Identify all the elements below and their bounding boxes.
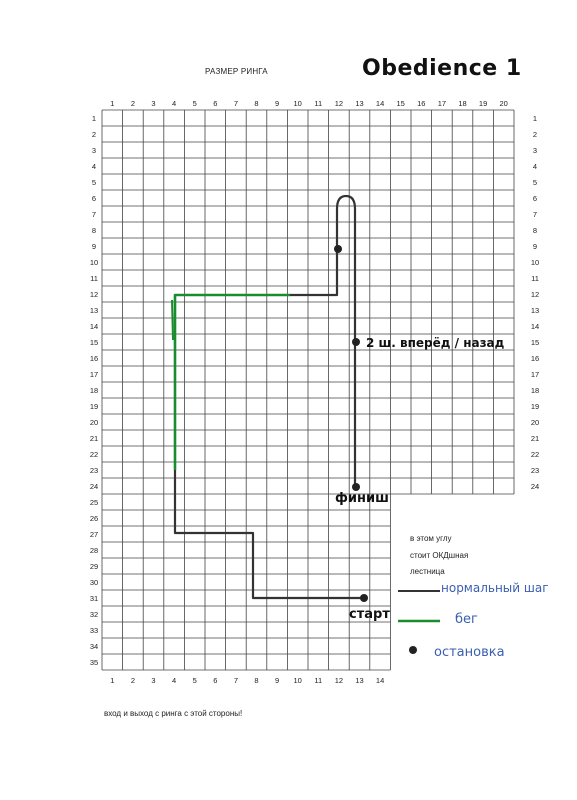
- row-label: 4: [532, 162, 538, 171]
- row-label: 11: [90, 274, 98, 283]
- row-label: 34: [89, 642, 99, 651]
- column-label: 14: [375, 676, 385, 685]
- row-label: 18: [89, 386, 99, 395]
- corner-note-line1: в этом углу: [410, 534, 452, 543]
- row-label: 13: [89, 306, 99, 315]
- row-label: 8: [91, 226, 97, 235]
- row-label: 3: [91, 146, 97, 155]
- row-label: 21: [530, 434, 540, 443]
- column-label: 6: [213, 99, 218, 108]
- column-label: 10: [293, 99, 302, 108]
- route-normal-walk-top: [290, 196, 355, 487]
- row-label: 12: [530, 290, 540, 299]
- column-label: 11: [314, 676, 323, 685]
- row-label: 27: [89, 530, 99, 539]
- row-label: 6: [532, 194, 538, 203]
- route-run-shade: [172, 300, 173, 340]
- column-label: 17: [437, 99, 447, 108]
- finish-label: финиш: [335, 491, 389, 506]
- row-label: 23: [89, 466, 99, 475]
- row-label: 13: [530, 306, 540, 315]
- legend-stop-label: остановка: [434, 645, 505, 660]
- column-label: 6: [213, 676, 218, 685]
- column-label: 13: [355, 676, 364, 685]
- row-label: 10: [89, 258, 99, 267]
- route-normal-walk: [175, 470, 364, 598]
- corner-note-line2: стоит ОКДшная: [410, 551, 469, 560]
- row-label: 16: [89, 354, 99, 363]
- row-label: 24: [89, 482, 99, 491]
- column-label: 20: [499, 99, 508, 108]
- row-label: 33: [89, 626, 99, 635]
- row-labels-left: [90, 114, 98, 667]
- row-label: 20: [89, 418, 99, 427]
- column-label: 12: [334, 99, 344, 108]
- column-label: 5: [192, 676, 197, 685]
- row-label: 25: [89, 498, 99, 507]
- row-label: 26: [89, 514, 99, 523]
- row-label: 18: [530, 386, 540, 395]
- row-label: 9: [91, 242, 97, 251]
- route-run: [175, 295, 290, 470]
- page-title: Obedience 1: [362, 56, 522, 81]
- column-label: 1: [110, 99, 115, 108]
- column-label: 11: [314, 99, 323, 108]
- column-labels-top: [110, 99, 508, 108]
- row-label: 7: [532, 210, 538, 219]
- row-label: 17: [530, 370, 540, 379]
- entry-exit-note: вход и выход с ринга с этой стороны!: [104, 709, 243, 718]
- row-label: 19: [530, 402, 540, 411]
- column-label: 8: [254, 676, 259, 685]
- stop-point: [334, 245, 342, 253]
- column-label: 3: [151, 676, 156, 685]
- legend-normal-label: нормальный шаг: [441, 581, 549, 595]
- column-labels-bottom: [110, 676, 384, 685]
- column-label: 5: [192, 99, 197, 108]
- row-label: 4: [91, 162, 97, 171]
- row-label: 35: [89, 658, 99, 667]
- column-label: 7: [233, 676, 238, 685]
- legend-run-label: бег: [455, 612, 478, 627]
- row-label: 6: [91, 194, 97, 203]
- column-label: 8: [254, 99, 259, 108]
- row-label: 3: [532, 146, 538, 155]
- row-label: 10: [530, 258, 540, 267]
- row-label: 7: [91, 210, 97, 219]
- row-label: 32: [89, 610, 99, 619]
- row-label: 11: [531, 274, 539, 283]
- row-label: 5: [91, 178, 97, 187]
- stop-point-finish: [352, 483, 360, 491]
- column-label: 18: [458, 99, 467, 108]
- stop-point: [352, 338, 360, 346]
- row-labels-right: [531, 114, 539, 491]
- row-label: 5: [532, 178, 538, 187]
- row-label: 2: [532, 130, 538, 139]
- row-label: 1: [532, 114, 538, 123]
- row-label: 16: [530, 354, 540, 363]
- column-label: 1: [110, 676, 115, 685]
- forward-back-annotation: 2 ш. вперёд / назад: [366, 336, 505, 350]
- row-label: 15: [89, 338, 99, 347]
- ring-size-label: РАЗМЕР РИНГА: [205, 67, 268, 76]
- column-label: 2: [130, 676, 135, 685]
- column-label: 14: [375, 99, 385, 108]
- column-label: 9: [275, 99, 280, 108]
- row-label: 14: [89, 322, 99, 331]
- row-label: 22: [530, 450, 540, 459]
- row-label: 15: [530, 338, 540, 347]
- row-label: 20: [530, 418, 540, 427]
- column-label: 4: [172, 99, 177, 108]
- column-label: 16: [417, 99, 426, 108]
- column-label: 13: [355, 99, 364, 108]
- row-label: 19: [89, 402, 99, 411]
- column-label: 9: [275, 676, 280, 685]
- column-label: 4: [172, 676, 177, 685]
- column-label: 2: [130, 99, 135, 108]
- start-label: старт: [349, 607, 390, 622]
- row-label: 23: [530, 466, 540, 475]
- column-label: 12: [334, 676, 344, 685]
- row-label: 31: [89, 594, 99, 603]
- row-label: 24: [530, 482, 540, 491]
- row-label: 2: [91, 130, 97, 139]
- corner-note-line3: лестница: [410, 567, 445, 576]
- column-label: 10: [293, 676, 302, 685]
- row-label: 9: [532, 242, 538, 251]
- row-label: 29: [89, 562, 99, 571]
- column-label: 15: [396, 99, 405, 108]
- row-label: 21: [89, 434, 99, 443]
- row-label: 8: [532, 226, 538, 235]
- legend-stop-swatch: [409, 646, 417, 654]
- row-label: 30: [89, 578, 99, 587]
- stop-point-start: [360, 594, 368, 602]
- row-label: 22: [89, 450, 99, 459]
- row-label: 14: [530, 322, 540, 331]
- row-label: 1: [91, 114, 97, 123]
- row-label: 17: [89, 370, 99, 379]
- column-label: 7: [233, 99, 238, 108]
- column-label: 3: [151, 99, 156, 108]
- row-label: 28: [89, 546, 99, 555]
- column-label: 19: [478, 99, 488, 108]
- row-label: 12: [89, 290, 99, 299]
